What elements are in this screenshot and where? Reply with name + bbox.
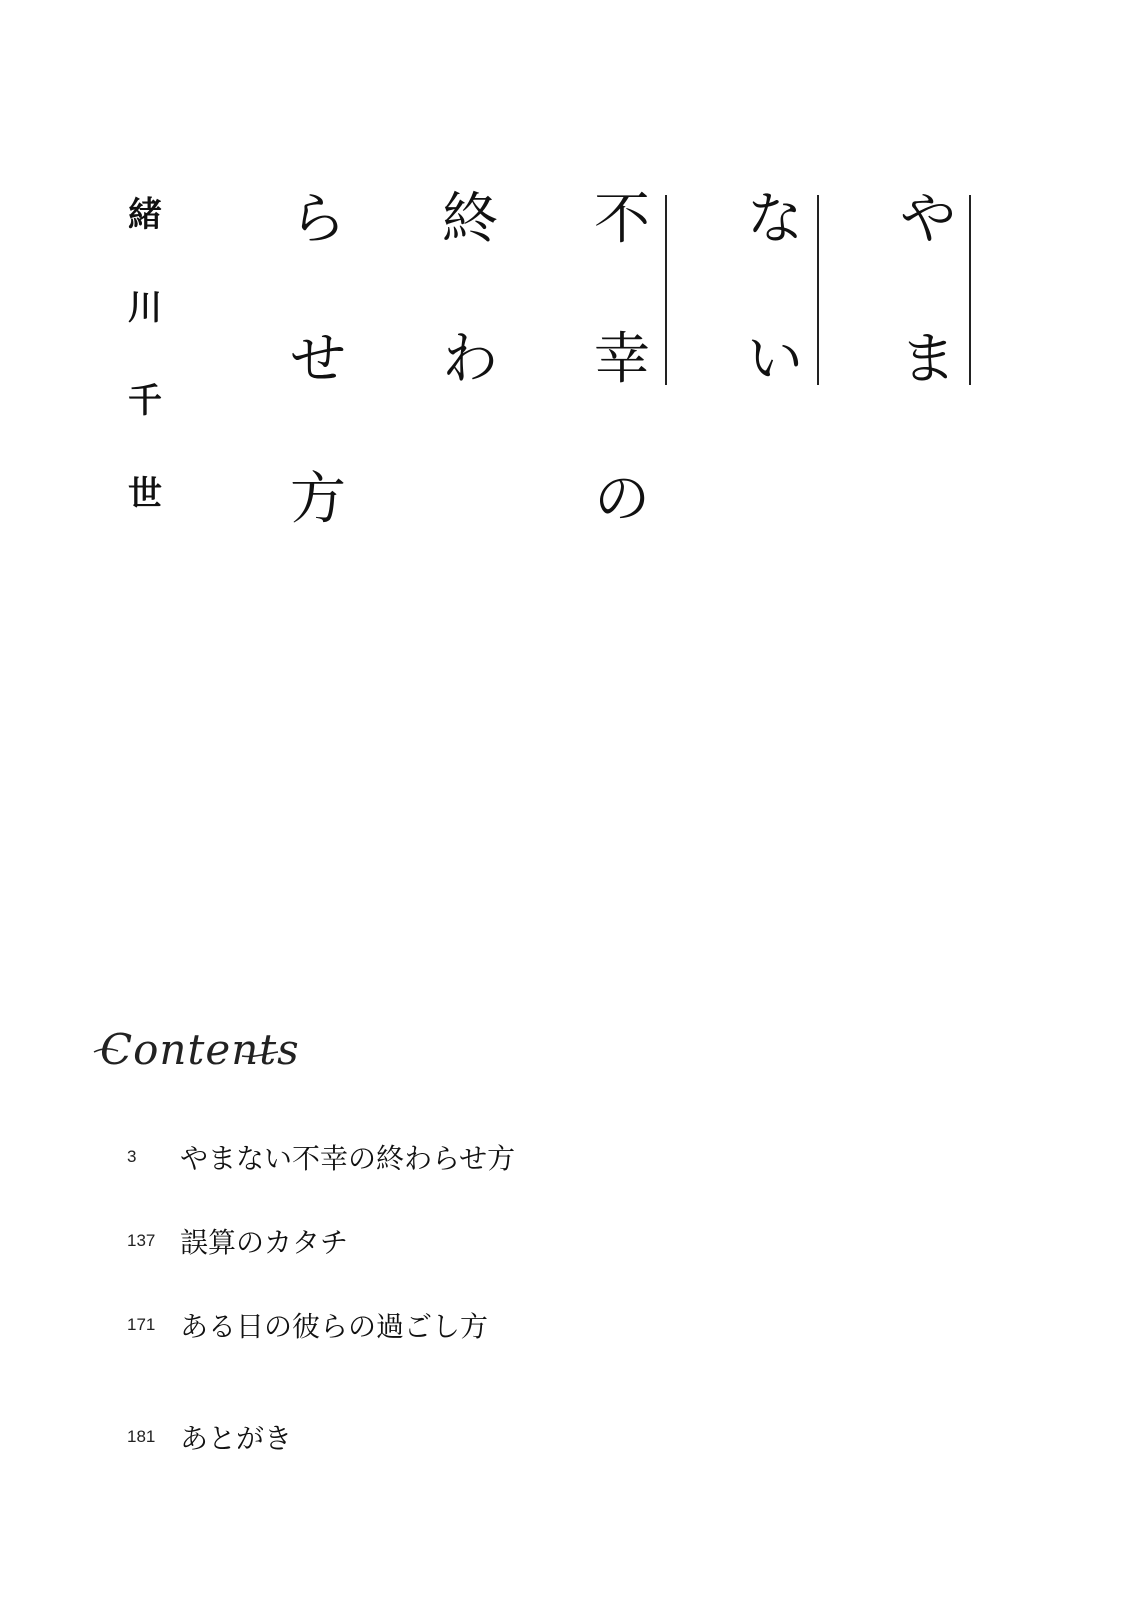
title-rule xyxy=(665,195,667,385)
toc-page-number: 171 xyxy=(127,1315,156,1334)
title-char: せ xyxy=(290,327,346,392)
title-char: 幸 xyxy=(594,327,650,392)
title-char: い xyxy=(747,327,803,392)
title-char: 終 xyxy=(442,187,498,252)
title-column-3 xyxy=(587,185,657,605)
title-char: や xyxy=(900,187,956,252)
toc-entry-title: ある日の彼らの過ごし方 xyxy=(180,1310,489,1343)
author-name xyxy=(115,195,175,567)
author-char: 緒 xyxy=(128,195,162,235)
title-column-1 xyxy=(893,185,963,465)
author-char: 世 xyxy=(128,474,162,514)
title-char: の xyxy=(594,467,650,532)
toc-entry-title: やまない不幸の終わらせ方 xyxy=(180,1142,516,1175)
toc-entry-title: 誤算のカタチ xyxy=(180,1226,349,1259)
title-rule xyxy=(817,195,819,385)
title-char: わ xyxy=(442,327,498,392)
contents-heading: Contents xyxy=(100,1025,300,1074)
toc-page-number: 137 xyxy=(127,1231,156,1250)
author-char: 千 xyxy=(128,381,162,421)
toc-entry[interactable] xyxy=(0,1305,700,1345)
title-rule xyxy=(969,195,971,385)
title-column-4 xyxy=(435,185,505,465)
toc-entry[interactable] xyxy=(0,1137,700,1177)
title-char: ま xyxy=(900,327,956,392)
title-char: 不 xyxy=(594,187,650,252)
title-column-2 xyxy=(740,185,810,465)
contents-swash-decoration xyxy=(92,1042,282,1082)
title-char: 方 xyxy=(290,467,346,532)
title-char: な xyxy=(747,187,803,252)
title-column-5 xyxy=(283,185,353,605)
toc-page-number: 3 xyxy=(127,1147,137,1166)
toc-entry[interactable] xyxy=(0,1417,700,1457)
toc-entry-title: あとがき xyxy=(180,1422,293,1455)
author-char: 川 xyxy=(128,288,162,328)
toc-entry[interactable] xyxy=(0,1221,700,1261)
title-char: ら xyxy=(290,187,346,252)
toc-page-number: 181 xyxy=(127,1427,156,1446)
